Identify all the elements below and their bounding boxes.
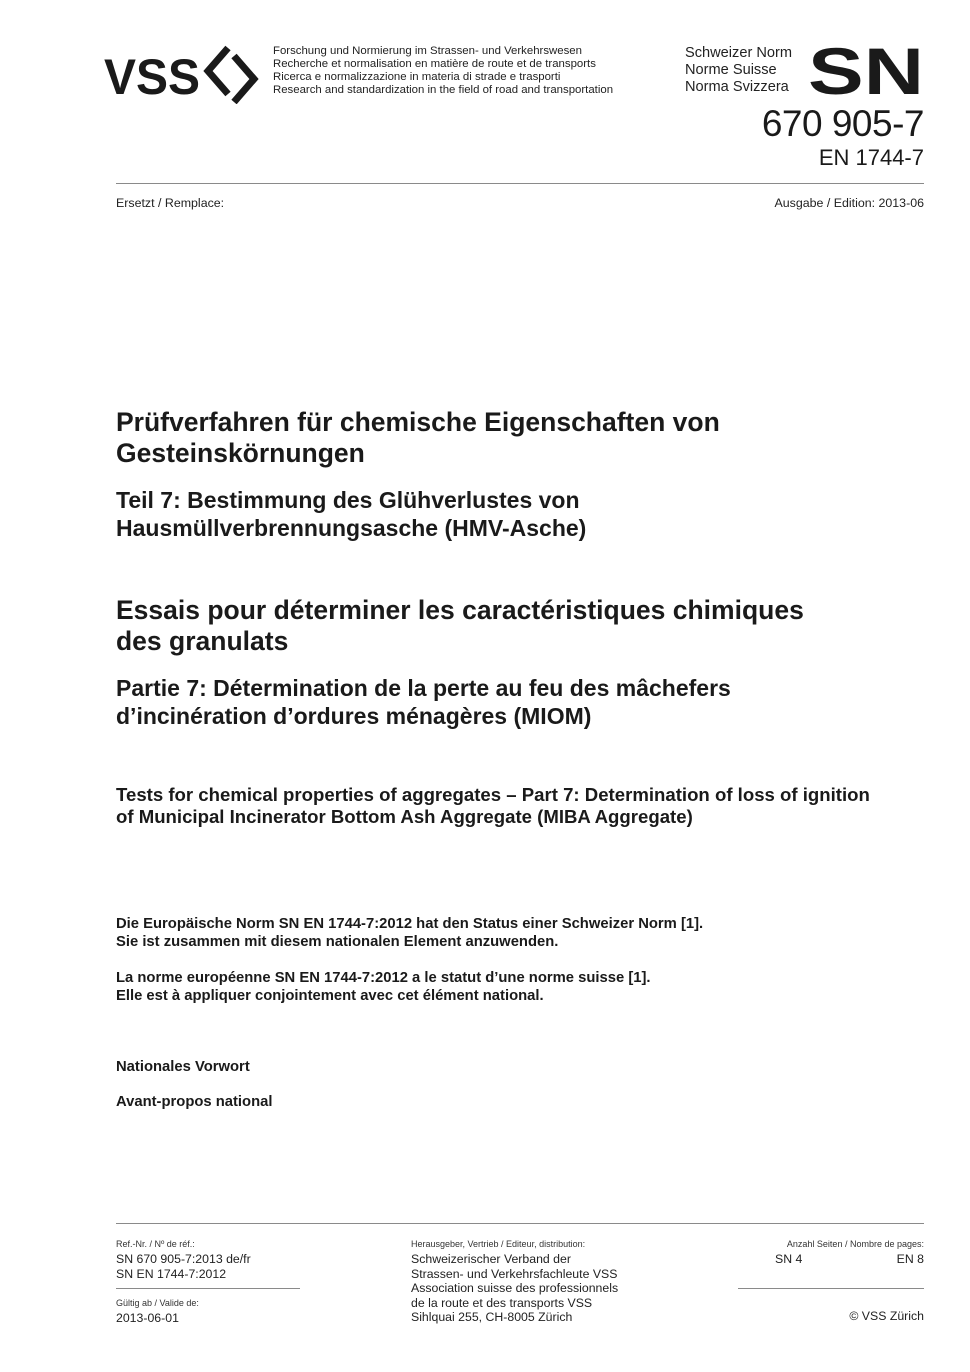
publisher-label: Herausgeber, Vertrieb / Editeur, distribution: (411, 1239, 586, 1249)
header-divider (116, 183, 924, 184)
title-de-part-line1: Teil 7: Bestimmung des Glühverlustes von (116, 487, 580, 513)
pages-label: Anzahl Seiten / Nombre de pages: (786, 1239, 924, 1249)
title-en (116, 784, 924, 828)
sn-label-de: Schweizer Norm (685, 45, 793, 61)
copyright: © VSS Zürich (849, 1309, 924, 1323)
foreword-fr-heading: Avant-propos national (116, 1094, 273, 1110)
standard-number: 670 905-7 (761, 103, 924, 144)
valid-label: Gültig ab / Valide de: (116, 1298, 199, 1308)
footer-reference (116, 1239, 302, 1281)
footer-publisher (411, 1239, 671, 1325)
sn-labels (685, 45, 792, 96)
tagline-line-it: Ricerca e normalizzazione in materia di strade e trasporti (273, 71, 561, 83)
foreword-de-heading: Nationales Vorwort (116, 1059, 250, 1075)
edition-label: Ausgabe / Edition: 2013-06 (774, 196, 924, 210)
vss-logo-text: VSS (104, 49, 200, 104)
title-fr-main-line1: Essais pour déterminer les caractéristiques chimiques (116, 595, 804, 625)
title-en-line2: of Municipal Incinerator Bottom Ash Aggregate (MIBA Aggregate) (116, 806, 693, 827)
status-fr (116, 969, 924, 1005)
footer-divider (116, 1223, 924, 1224)
publisher-line: Association suisse des professionnels (411, 1281, 619, 1295)
title-de-part (116, 486, 924, 542)
status-fr-line1: La norme européenne SN EN 1744-7:2012 a le statut d’une norme suisse [1]. (116, 970, 651, 986)
title-de-main-line1: Prüfverfahren für chemische Eigenschaften von (116, 407, 720, 437)
footer-pages (740, 1239, 924, 1267)
tagline-line-fr: Recherche et normalisation en matière de route et de transports (273, 58, 596, 70)
replaces-label: Ersetzt / Remplace: (116, 196, 225, 210)
tagline-line-de: Forschung und Normierung im Strassen- und Verkehrswesen (273, 45, 582, 57)
pages-en: EN 8 (896, 1252, 924, 1266)
publisher-line: de la route et des transports VSS (411, 1295, 593, 1310)
en-number: EN 1744-7 (818, 145, 924, 170)
publisher-line: Sihlquai 255, CH-8005 Zürich (411, 1310, 573, 1324)
publisher-line: Strassen- und Verkehrsfachleute VSS (411, 1266, 618, 1281)
title-de-part-line2: Hausmüllverbrennungsasche (HMV-Asche) (116, 515, 587, 541)
vss-logo (104, 40, 266, 104)
pages-sn: SN 4 (775, 1252, 803, 1266)
valid-date: 2013-06-01 (116, 1311, 179, 1325)
footer-validity (116, 1298, 199, 1326)
tagline-line-en: Research and standardization in the field of road and transportation (273, 84, 614, 96)
sn-logo-text: SN (808, 44, 924, 96)
reference-divider (116, 1288, 300, 1289)
title-en-line1: Tests for chemical properties of aggregates – Part 7: Determination of loss of ignition (116, 784, 870, 805)
ref-line-sn: SN 670 905-7:2013 de/fr (116, 1252, 251, 1266)
pages-divider (738, 1288, 924, 1289)
ref-label: Ref.-Nr. / Nº de réf.: (116, 1239, 195, 1249)
sn-label-fr: Norme Suisse (685, 62, 777, 78)
status-de-line2: Sie ist zusammen mit diesem nationalen Element anzuwenden. (116, 934, 559, 950)
status-fr-line2: Elle est à appliquer conjointement avec cet élément national. (116, 988, 544, 1004)
status-de (116, 915, 924, 951)
title-de-main-line2: Gesteinskörnungen (116, 438, 365, 468)
ref-line-en: SN EN 1744-7:2012 (116, 1266, 227, 1281)
sn-label-it: Norma Svizzera (685, 79, 789, 95)
title-fr-main (116, 595, 924, 657)
title-fr-part-line2: d’incinération d’ordures ménagères (MIOM) (116, 703, 592, 729)
vss-tagline (273, 45, 613, 97)
publisher-line: Schweizerischer Verband der (411, 1252, 571, 1266)
title-de-main (116, 407, 924, 469)
title-fr-part-line1: Partie 7: Détermination de la perte au feu des mâchefers (116, 675, 731, 701)
title-fr-part (116, 674, 924, 730)
status-de-line1: Die Europäische Norm SN EN 1744-7:2012 hat den Status einer Schweizer Norm [1]. (116, 916, 704, 932)
title-fr-main-line2: des granulats (116, 626, 289, 656)
sn-logo (808, 44, 924, 96)
